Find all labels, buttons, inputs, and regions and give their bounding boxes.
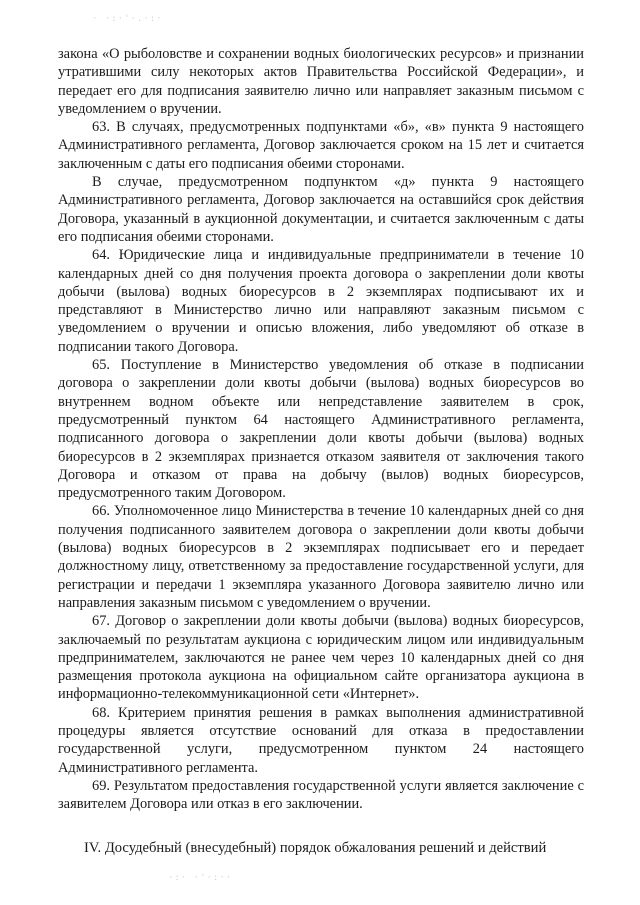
- paragraph-63: 63. В случаях, предусмотренных подпунктами «б», «в» пункта 9 настоящего Административного регламента, Договор заключается сроком на 15 лет и считается заключенным с даты его подписания обеими сторонами.: [58, 119, 584, 172]
- paragraph-69: 69. Результатом предоставления государственной услуги является заключение с заявителем Договора или отказ в его заключении.: [58, 777, 584, 813]
- paragraph-67: 67. Договор о закреплении доли квоты добычи (вылова) водных биоресурсов, заключаемый по результатам аукциона с юридическим лицом или индивидуальным предпринимателем, заключаются не ранее чем через 10 календарных дней со дня размещения протокола аукциона на официальном сайте организатора аукциона в информационно-телекоммуникационной сети «Интернет».: [58, 613, 584, 703]
- document-body: [58, 45, 584, 858]
- paragraph-68: 68. Критерием принятия решения в рамках выполнения административной процедуры является отсутствие оснований для отказа в предоставлении государственной услуги, предусмотренном пунктом 24 настоящего Административного регламента.: [58, 704, 584, 776]
- paragraph-continuation: закона «О рыболовстве и сохранении водных биологических ресурсов» и признании утратившими силу некоторых актов Правительства Российской Федерации», и передает его для подписания заявителю лично или направляет заказным письмом с уведомлением о вручении.: [58, 46, 584, 117]
- section-heading: IV. Досудебный (внесудебный) порядок обжалования решений и действий: [84, 840, 547, 857]
- paragraph-63-case-d: В случае, предусмотренном подпунктом «д» пункта 9 настоящего Административного регламента, Договор заключается на оставшийся срок действия Договора, указанный в аукционной документации, и считается заключенным с даты его подписания обеими сторонами.: [58, 174, 584, 245]
- paragraph-66: 66. Уполномоченное лицо Министерства в течение 10 календарных дней со дня получения подписанного заявителем договора о закреплении доли квоты добычи (вылова) водных биоресурсов в 2 экземплярах подписывает его и передает должностному лицу, ответственному за предоставление государственной услуги, для регистрации и передачи 1 экземпляра указанного Договора заявителю лично или направления заказным письмом с уведомлением о вручении.: [58, 503, 584, 611]
- paragraph-64: 64. Юридические лица и индивидуальные предприниматели в течение 10 календарных дней со дня получения проекта договора о закреплении доли квоты добычи (вылова) водных биоресурсов в 2 экземплярах подписывают их и представляют в Министерство лично или направляют заказным письмом с уведомлением о вручении и описью вложения, либо уведомляют об отказе в подписании такого Договора.: [58, 247, 584, 355]
- scan-noise: ·:· ·'·:··: [168, 873, 233, 883]
- paragraph-65: 65. Поступление в Министерство уведомления об отказе в подписании договора о закреплении доли квоты добычи (вылова) водных биоресурсов во внутреннем водном объекте или непредставление заявителем в срок, предусмотренный пунктом 64 настоящего Административного регламента, подписанного договора о закреплении доли квоты добычи (вылова) водных биоресурсов в 2 экземплярах признается отказом заявителя от заключения такого Договора и отказом от права на добычу (вылов) водных биоресурсов, предусмотренного таким Договором.: [58, 357, 584, 502]
- scan-noise: · ·:·'·.·:·: [92, 14, 163, 24]
